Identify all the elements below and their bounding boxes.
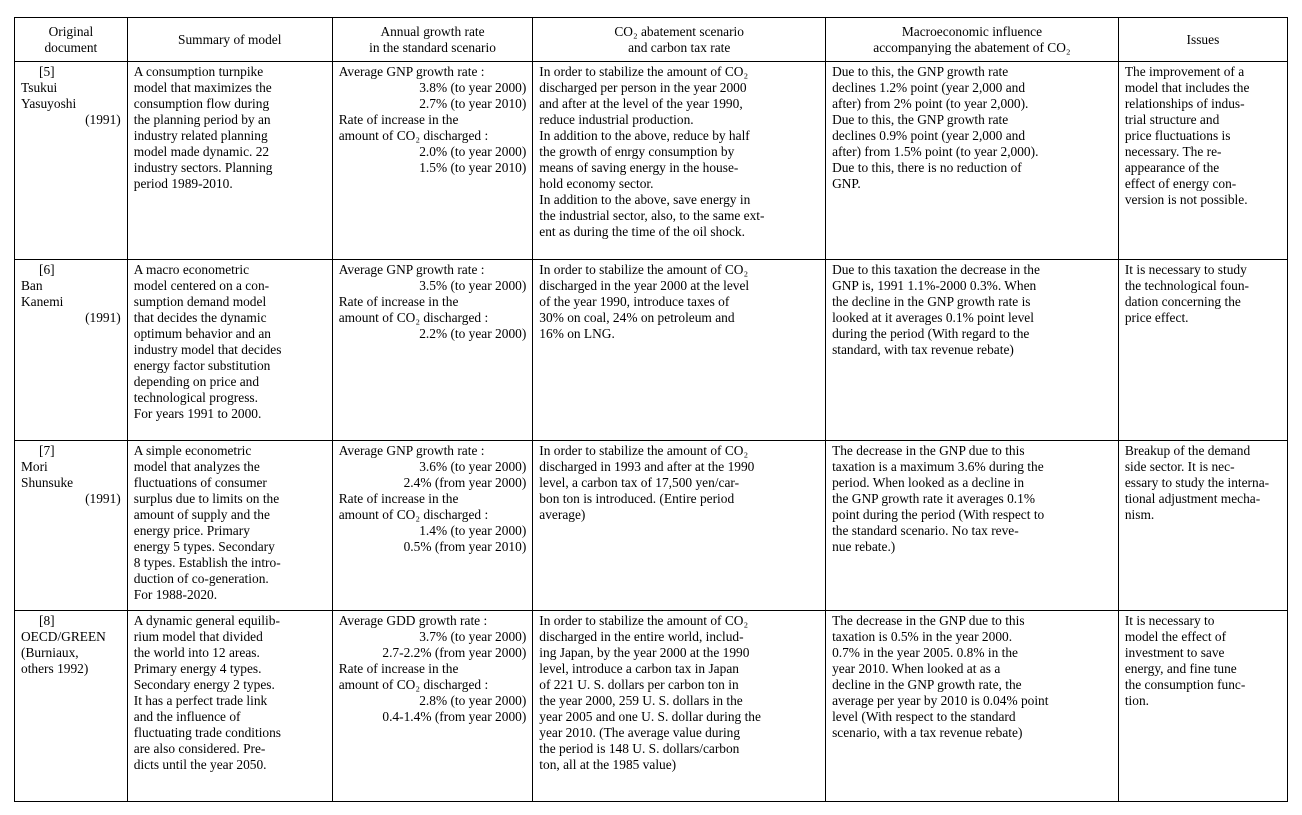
cell-summary xyxy=(127,610,332,801)
cell-line: In addition to the above, save energy in xyxy=(539,192,751,208)
cell-line: bon ton is introduced. (Entire period xyxy=(539,490,735,506)
cell-line: the standard scenario. No tax reve- xyxy=(832,522,1019,538)
cell-line: model centered on a con- xyxy=(133,278,270,294)
cell-line: dicts until the year 2050. xyxy=(133,756,267,772)
cell-line: model made dynamic. 22 xyxy=(133,144,270,160)
cell-line: [7] xyxy=(39,442,55,458)
cell-line: appearance of the xyxy=(1124,160,1220,176)
cell-summary xyxy=(127,62,332,260)
cell-line: industry related planning xyxy=(133,128,268,144)
cell-line: Annual growth rate xyxy=(380,23,485,39)
cell-line: Rate of increase in the xyxy=(338,660,459,676)
cell-line: ton, all at the 1985 value) xyxy=(539,756,677,772)
cell-line: energy 5 types. Secondary xyxy=(133,538,275,554)
cell-abatement-scenario xyxy=(533,260,826,440)
cell-line: For years 1991 to 2000. xyxy=(133,406,262,422)
cell-line: 30% on coal, 24% on petroleum and xyxy=(539,310,735,326)
cell-line: declines 0.9% point (year 2,000 and xyxy=(832,128,1026,144)
cell-line: 1.5% (to year 2010) xyxy=(419,160,527,176)
cell-line: Breakup of the demand xyxy=(1124,442,1251,458)
cell-line: the period is 148 U. S. dollars/carbon xyxy=(539,740,740,756)
cell-line: accompanying the abatement of CO₂ xyxy=(873,39,1071,55)
cell-line: decline in the GNP growth rate, the xyxy=(832,676,1022,692)
cell-line: For 1988-2020. xyxy=(133,586,218,602)
cell-line: Kanemi xyxy=(21,294,64,310)
cell-line: price fluctuations is xyxy=(1124,128,1231,144)
cell-line: side sector. It is nec- xyxy=(1124,458,1235,474)
cell-line: 3.8% (to year 2000) xyxy=(419,80,527,96)
cell-line: and carbon tax rate xyxy=(628,39,731,55)
cell-original-document xyxy=(15,260,128,440)
cell-line: 2.7-2.2% (from year 2000) xyxy=(382,644,527,660)
cell-line: industry model that decides xyxy=(133,342,282,358)
cell-line: ent as during the time of the oil shock. xyxy=(539,224,745,240)
cell-line: year 2005 and one U. S. dollar during the xyxy=(539,708,761,724)
cell-line: 2.4% (from year 2000) xyxy=(403,474,527,490)
cell-line: model the effect of xyxy=(1124,628,1227,644)
cell-line: 8 types. Establish the intro- xyxy=(133,554,281,570)
cell-line: version is not possible. xyxy=(1124,192,1248,208)
cell-line: Average GNP growth rate : xyxy=(338,64,485,80)
cell-line: model that maximizes the xyxy=(133,80,272,96)
cell-line: of 221 U. S. dollars per carbon ton in xyxy=(539,676,739,692)
cell-line: relationships of indus- xyxy=(1124,96,1245,112)
cell-line: [8] xyxy=(39,612,55,628)
model-comparison-table xyxy=(14,17,1288,802)
cell-line: (1991) xyxy=(85,112,121,128)
cell-line: effect of energy con- xyxy=(1124,176,1237,192)
cell-line: Secondary energy 2 types. xyxy=(133,676,275,692)
cell-line: of the year 1990, introduce taxes of xyxy=(539,294,730,310)
cell-line: fluctuations of consumer xyxy=(133,474,267,490)
cell-line: industry sectors. Planning xyxy=(133,160,273,176)
cell-line: period 1989-2010. xyxy=(133,176,233,192)
cell-line: average per year by 2010 is 0.04% point xyxy=(832,692,1049,708)
cell-line: the world into 12 areas. xyxy=(133,644,260,660)
cell-line: average) xyxy=(539,506,586,522)
cell-line: consumption flow during xyxy=(133,96,270,112)
cell-line: investment to save xyxy=(1124,644,1225,660)
cell-line: 3.7% (to year 2000) xyxy=(419,628,527,644)
cell-line: 1.4% (to year 2000) xyxy=(419,522,527,538)
cell-line: 3.5% (to year 2000) xyxy=(419,278,527,294)
cell-line: tional adjustment mecha- xyxy=(1124,490,1261,506)
cell-line: amount of CO₂ discharged : xyxy=(338,506,489,522)
cell-line: amount of CO₂ discharged : xyxy=(338,310,489,326)
cell-line: the year 2000, 259 U. S. dollars in the xyxy=(539,692,743,708)
cell-line: Due to this, the GNP growth rate xyxy=(832,112,1009,128)
cell-line: [5] xyxy=(39,64,55,80)
cell-line: 2.8% (to year 2000) xyxy=(419,692,527,708)
cell-line: Average GNP growth rate : xyxy=(338,442,485,458)
cell-line: energy factor substitution xyxy=(133,358,271,374)
cell-line: (1991) xyxy=(85,490,121,506)
cell-line: discharged in the year 2000 at the level xyxy=(539,278,750,294)
cell-line: essary to study the interna- xyxy=(1124,474,1270,490)
cell-line: It is necessary to study xyxy=(1124,262,1247,278)
cell-abatement-scenario xyxy=(533,610,826,801)
cell-line: period. When looked as a decline in xyxy=(832,474,1025,490)
cell-line: technological progress. xyxy=(133,390,258,406)
cell-issues xyxy=(1118,62,1287,260)
cell-line: Mori xyxy=(21,458,48,474)
cell-original-document xyxy=(15,610,128,801)
cell-line: nism. xyxy=(1124,506,1155,522)
cell-line: level, introduce a carbon tax in Japan xyxy=(539,660,739,676)
cell-line: price effect. xyxy=(1124,310,1189,326)
cell-growth-rate xyxy=(332,62,533,260)
cell-line: A macro econometric xyxy=(133,262,250,278)
cell-line: Yasuyoshi xyxy=(21,96,77,112)
cell-line: point during the period (With respect to xyxy=(832,506,1045,522)
cell-abatement-scenario xyxy=(533,62,826,260)
cell-line: discharged in the entire world, includ- xyxy=(539,628,744,644)
cell-line: year 2010. (The average value during xyxy=(539,724,741,740)
cell-line: fluctuating trade conditions xyxy=(133,724,282,740)
cell-line: CO₂ abatement scenario xyxy=(614,23,744,39)
cell-line: the decline in the GNP growth rate is xyxy=(832,294,1031,310)
cell-line: The decrease in the GNP due to this xyxy=(832,442,1025,458)
table-row xyxy=(15,62,1288,260)
cell-line: standard, with tax revenue rebate) xyxy=(832,342,1014,358)
cell-line: taxation is a maximum 3.6% during the xyxy=(832,458,1044,474)
cell-macroeconomic-influence xyxy=(826,260,1119,440)
table-row xyxy=(15,610,1288,801)
cell-line: energy, and fine tune xyxy=(1124,660,1237,676)
cell-line: duction of co-generation. xyxy=(133,570,269,586)
header-original-document xyxy=(15,18,128,62)
cell-line: 2.2% (to year 2000) xyxy=(419,326,527,342)
cell-line: tion. xyxy=(1124,692,1150,708)
cell-line: ing Japan, by the year 2000 at the 1990 xyxy=(539,644,750,660)
cell-line: 0.5% (from year 2010) xyxy=(403,538,527,554)
cell-growth-rate xyxy=(332,440,533,610)
cell-line: Average GDD growth rate : xyxy=(338,612,488,628)
cell-line: In order to stabilize the amount of CO₂ xyxy=(539,64,749,80)
cell-line: The decrease in the GNP due to this xyxy=(832,612,1025,628)
cell-line: are also considered. Pre- xyxy=(133,740,266,756)
cell-line: (1991) xyxy=(85,310,121,326)
cell-line: (Burniaux, xyxy=(21,644,79,660)
cell-line: [6] xyxy=(39,262,55,278)
cell-summary xyxy=(127,260,332,440)
cell-line: Rate of increase in the xyxy=(338,294,459,310)
cell-line: In order to stabilize the amount of CO₂ xyxy=(539,612,749,628)
cell-line: In addition to the above, reduce by half xyxy=(539,128,750,144)
cell-original-document xyxy=(15,62,128,260)
cell-line: It is necessary to xyxy=(1124,612,1215,628)
cell-line: optimum behavior and an xyxy=(133,326,271,342)
cell-line: document xyxy=(44,39,98,55)
cell-line: discharged in 1993 and after at the 1990 xyxy=(539,458,755,474)
cell-line: trial structure and xyxy=(1124,112,1220,128)
header-abatement-scenario xyxy=(533,18,826,62)
cell-line: 3.6% (to year 2000) xyxy=(419,458,527,474)
cell-line: Average GNP growth rate : xyxy=(338,262,485,278)
cell-issues xyxy=(1118,260,1287,440)
cell-line: Issues xyxy=(1186,31,1220,47)
cell-line: Summary of model xyxy=(178,31,282,47)
cell-line: necessary. The re- xyxy=(1124,144,1222,160)
cell-line: nue rebate.) xyxy=(832,538,896,554)
cell-line: GNP. xyxy=(832,176,861,192)
cell-line: GNP is, 1991 1.1%-2000 0.3%. When xyxy=(832,278,1037,294)
cell-line: discharged per person in the year 2000 xyxy=(539,80,747,96)
cell-line: depending on price and xyxy=(133,374,260,390)
cell-line: in the standard scenario xyxy=(369,39,496,55)
cell-line: rium model that divided xyxy=(133,628,263,644)
cell-summary xyxy=(127,440,332,610)
cell-line: model that includes the xyxy=(1124,80,1250,96)
cell-original-document xyxy=(15,440,128,610)
cell-line: amount of supply and the xyxy=(133,506,270,522)
cell-growth-rate xyxy=(332,610,533,801)
cell-growth-rate xyxy=(332,260,533,440)
cell-line: Due to this, the GNP growth rate xyxy=(832,64,1009,80)
cell-line: after) from 2% point (to year 2,000). xyxy=(832,96,1029,112)
table-row xyxy=(15,260,1288,440)
cell-macroeconomic-influence xyxy=(826,440,1119,610)
cell-line: 0.7% in the year 2005. 0.8% in the xyxy=(832,644,1019,660)
cell-line: the consumption func- xyxy=(1124,676,1246,692)
cell-line: 16% on LNG. xyxy=(539,326,615,342)
cell-macroeconomic-influence xyxy=(826,62,1119,260)
cell-line: level, a carbon tax of 17,500 yen/car- xyxy=(539,474,740,490)
header-row xyxy=(15,18,1288,62)
cell-line: Shunsuke xyxy=(21,474,74,490)
cell-line: Ban xyxy=(21,278,43,294)
cell-line: others 1992) xyxy=(21,660,89,676)
cell-line: the industrial sector, also, to the same ext- xyxy=(539,208,765,224)
cell-line: reduce industrial production. xyxy=(539,112,694,128)
cell-line: scenario, with a tax revenue rebate) xyxy=(832,724,1023,740)
cell-line: amount of CO₂ discharged : xyxy=(338,676,489,692)
header-macroeconomic-influence xyxy=(826,18,1119,62)
cell-line: year 2010. When looked at as a xyxy=(832,660,1001,676)
cell-line: It has a perfect trade link xyxy=(133,692,268,708)
cell-issues xyxy=(1118,610,1287,801)
cell-line: 0.4-1.4% (from year 2000) xyxy=(382,708,527,724)
cell-line: A consumption turnpike xyxy=(133,64,264,80)
cell-line: the GNP growth rate it averages 0.1% xyxy=(832,490,1035,506)
cell-line: 2.7% (to year 2010) xyxy=(419,96,527,112)
cell-line: looked at it averages 0.1% point level xyxy=(832,310,1034,326)
cell-line: energy price. Primary xyxy=(133,522,250,538)
cell-line: OECD/GREEN xyxy=(21,628,106,644)
cell-line: during the period (With regard to the xyxy=(832,326,1030,342)
cell-line: Rate of increase in the xyxy=(338,490,459,506)
cell-line: and the influence of xyxy=(133,708,241,724)
cell-line: Original xyxy=(48,23,94,39)
cell-line: level (With respect to the standard xyxy=(832,708,1016,724)
cell-line: 2.0% (to year 2000) xyxy=(419,144,527,160)
cell-line: dation concerning the xyxy=(1124,294,1241,310)
cell-line: the technological foun- xyxy=(1124,278,1250,294)
cell-line: sumption demand model xyxy=(133,294,267,310)
cell-abatement-scenario xyxy=(533,440,826,610)
cell-line: Primary energy 4 types. xyxy=(133,660,262,676)
cell-line: the growth of enrgy consumption by xyxy=(539,144,735,160)
table-row xyxy=(15,440,1288,610)
cell-line: A simple econometric xyxy=(133,442,252,458)
cell-line: model that analyzes the xyxy=(133,458,260,474)
header-issues xyxy=(1118,18,1287,62)
cell-line: In order to stabilize the amount of CO₂ xyxy=(539,442,749,458)
cell-line: that decides the dynamic xyxy=(133,310,267,326)
cell-line: Tsukui xyxy=(21,80,58,96)
cell-line: A dynamic general equilib- xyxy=(133,612,280,628)
cell-line: The improvement of a xyxy=(1124,64,1245,80)
cell-line: means of saving energy in the house- xyxy=(539,160,739,176)
cell-line: after) from 1.5% point (to year 2,000). xyxy=(832,144,1039,160)
cell-issues xyxy=(1118,440,1287,610)
cell-line: Due to this taxation the decrease in the xyxy=(832,262,1040,278)
cell-line: declines 1.2% point (year 2,000 and xyxy=(832,80,1026,96)
cell-line: Macroeconomic influence xyxy=(901,23,1043,39)
cell-line: surplus due to limits on the xyxy=(133,490,280,506)
header-growth-rate xyxy=(332,18,533,62)
header-summary xyxy=(127,18,332,62)
cell-line: Rate of increase in the xyxy=(338,112,459,128)
cell-line: and after at the level of the year 1990, xyxy=(539,96,743,112)
cell-line: amount of CO₂ discharged : xyxy=(338,128,489,144)
cell-line: taxation is 0.5% in the year 2000. xyxy=(832,628,1013,644)
cell-line: In order to stabilize the amount of CO₂ xyxy=(539,262,749,278)
cell-line: hold economy sector. xyxy=(539,176,654,192)
cell-line: Due to this, there is no reduction of xyxy=(832,160,1022,176)
cell-line: the planning period by an xyxy=(133,112,271,128)
cell-macroeconomic-influence xyxy=(826,610,1119,801)
